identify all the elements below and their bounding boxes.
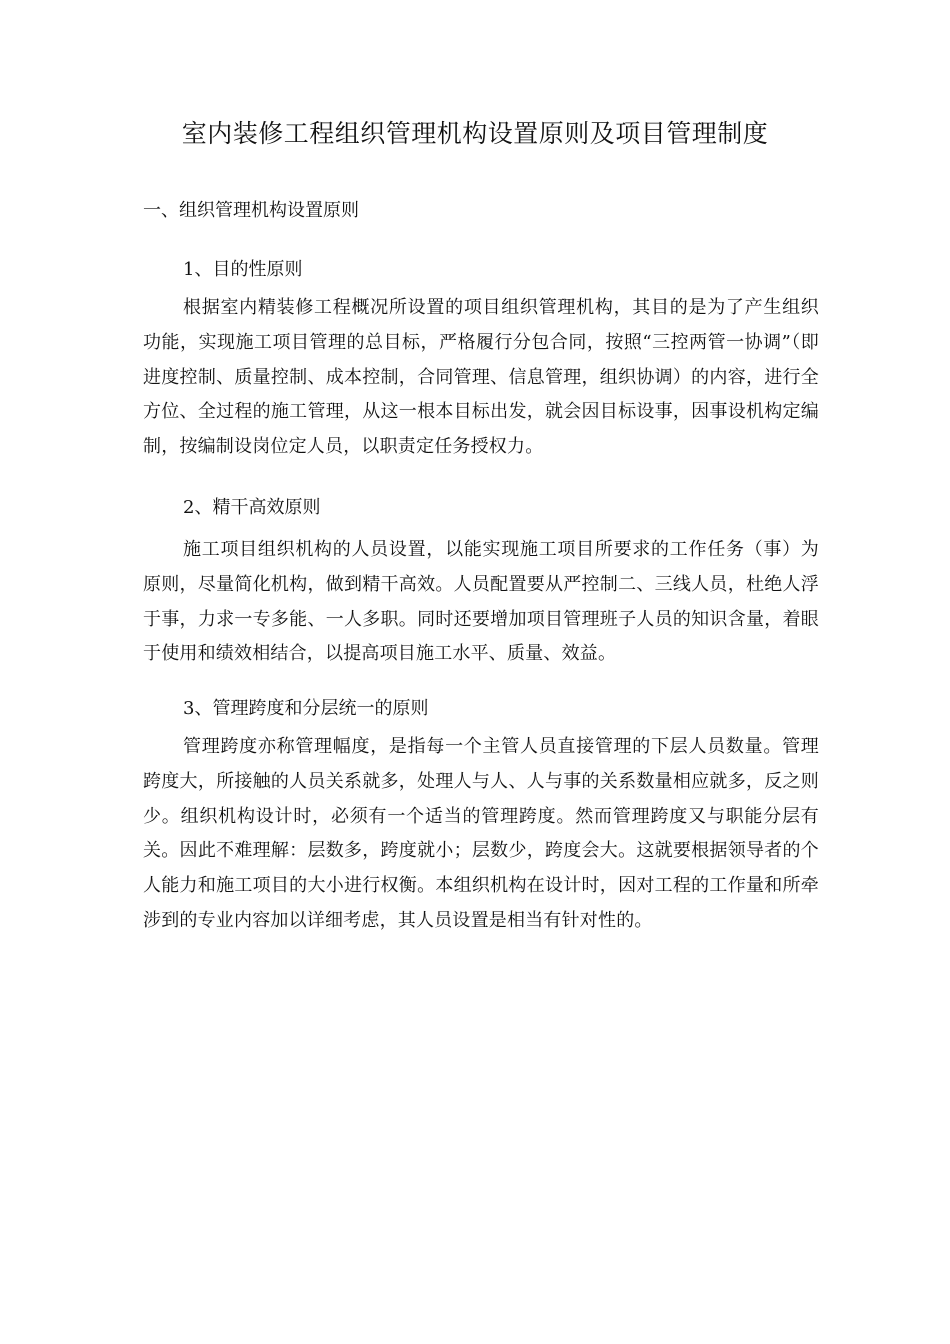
subsection-heading-span: 3、管理跨度和分层统一的原则 <box>183 698 429 719</box>
document-title: 室内装修工程组织管理机构设置原则及项目管理制度 <box>181 119 769 148</box>
subsection-heading-purpose: 1、目的性原则 <box>183 259 303 280</box>
paragraph-span: 管理跨度亦称管理幅度，是指每一个主管人员直接管理的下层人员数量。管理跨度大，所接触的人员关系就多，处理人与人、人与事的关系数量相应就多，反之则少。组织机构设计时，必须有一个适当的管理跨度。然而管理跨度又与职能分层有关。因此不难理解：层数多，跨度就小；层数少，跨度会大。这就要根据领导者的个人能力和施工项目的大小进行权衡。本组织机构在设计时，因对工程的工作量和所牵涉到的专业内容加以详细考虑，其人员设置是相当有针对性的。 <box>143 736 819 931</box>
subsection-heading-efficiency: 2、精干高效原则 <box>183 497 321 518</box>
section-heading: 一、组织管理机构设置原则 <box>143 200 359 221</box>
paragraph-purpose: 根据室内精装修工程概况所设置的项目组织管理机构，其目的是为了产生组织功能，实现施工项目管理的总目标，严格履行分包合同，按照“三控两管一协调”（即进度控制、质量控制、成本控制，合同管理、信息管理，组织协调）的内容，进行全方位、全过程的施工管理，从这一根本目标出发，就会因目标设事，因事设机构定编制，按编制设岗位定人员，以职责定任务授权力。 <box>143 297 819 458</box>
paragraph-efficiency: 施工项目组织机构的人员设置，以能实现施工项目所要求的工作任务（事）为原则，尽量简化机构，做到精干高效。人员配置要从严控制二、三线人员，杜绝人浮于事，力求一专多能、一人多职。同时还要增加项目管理班子人员的知识含量，着眼于使用和绩效相结合，以提高项目施工水平、质量、效益。 <box>143 539 819 665</box>
